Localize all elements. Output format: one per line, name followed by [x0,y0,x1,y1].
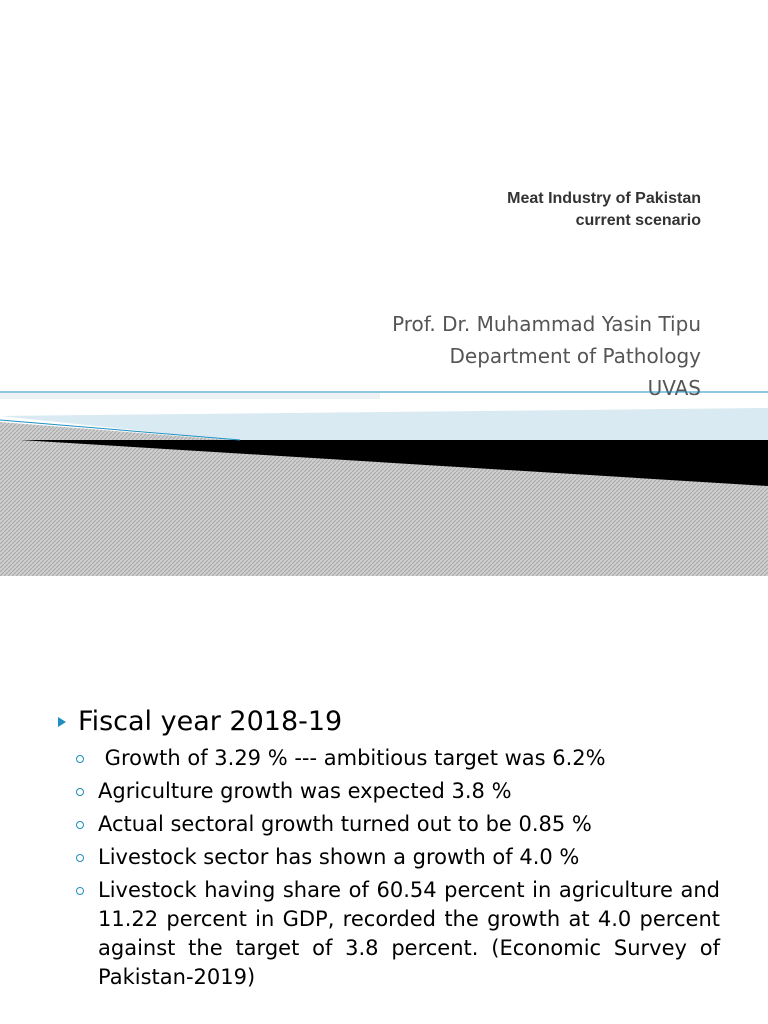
sub-bullet-item: Livestock having share of 60.54 percent in agriculture and 11.22 percent in GDP, recorded the growth at 4.0 percent against the target of 3.8 percent. (Economic Survey of Pakistan-2019) [74,876,720,992]
triangle-bullet-icon [58,717,66,727]
bullet-content [58,704,720,996]
main-bullet [58,704,720,740]
decorative-bands [0,380,768,576]
author-institution: UVAS [647,376,701,400]
circle-bullet-icon [76,854,84,862]
circle-bullet-icon [76,887,84,895]
main-bullet-text: Fiscal year 2018-19 [78,706,343,737]
slide-title [507,188,701,232]
author-department: Department of Pathology [449,344,701,368]
content-slide [0,576,768,1024]
circle-bullet-icon [76,755,84,763]
circle-bullet-icon [76,788,84,796]
sub-bullet-list [58,744,720,992]
circle-bullet-icon [76,821,84,829]
title-line-1: Meat Industry of Pakistan [507,190,701,207]
title-line-2: current scenario [575,212,701,229]
author-name: Prof. Dr. Muhammad Yasin Tipu [392,312,701,336]
sub-bullet-item: Agriculture growth was expected 3.8 % [74,777,720,806]
sub-bullet-item: Livestock sector has shown a growth of 4.0 % [74,843,720,872]
sub-bullet-item: Actual sectoral growth turned out to be 0.85 % [74,810,720,839]
sub-bullet-item: Growth of 3.29 % --- ambitious target was 6.2% [74,744,720,773]
